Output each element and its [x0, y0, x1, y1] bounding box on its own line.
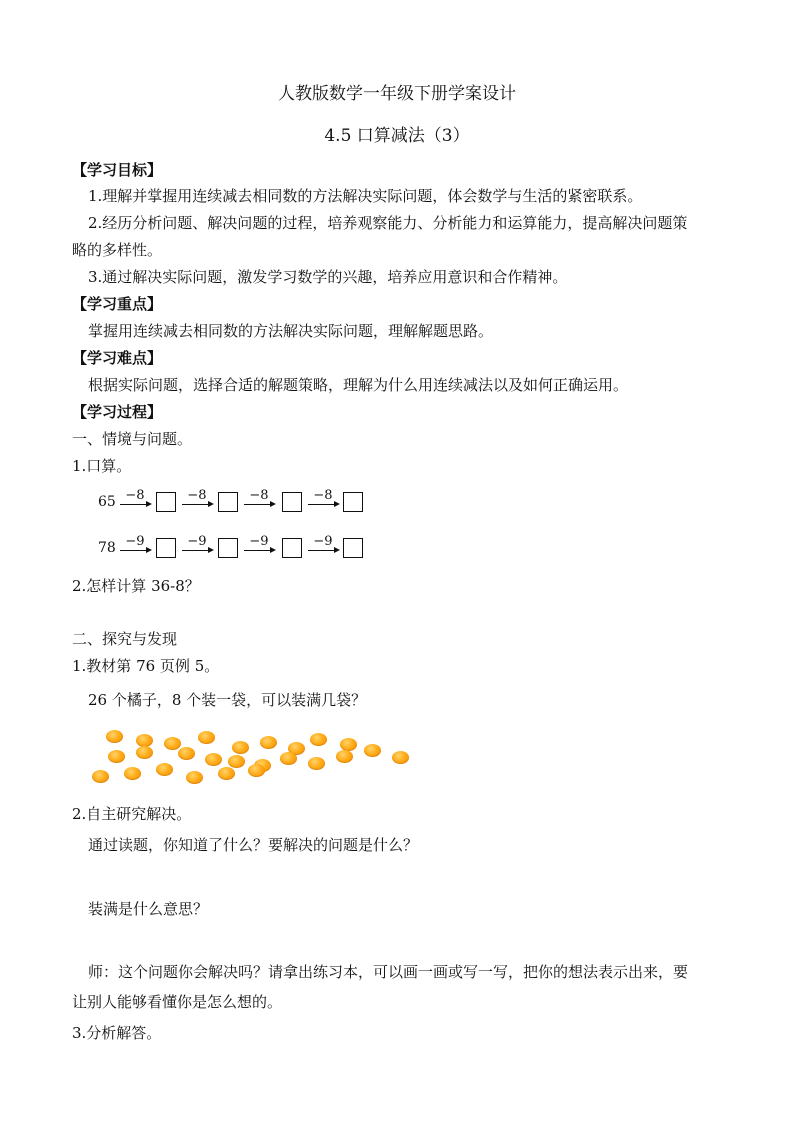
orange-icon	[186, 771, 203, 784]
lesson-subtitle: 4.5 口算减法（3）	[324, 126, 470, 146]
answer-box[interactable]	[343, 538, 363, 558]
answer-box[interactable]	[282, 492, 302, 512]
answer-box[interactable]	[156, 492, 176, 512]
orange-icon	[280, 752, 297, 765]
orange-icon	[218, 767, 235, 780]
orange-icon	[364, 744, 381, 757]
minus-arrow: −8	[120, 490, 152, 514]
minus-arrow: −9	[182, 536, 214, 560]
reading-prompt: 通过读题，你知道了什么？要解决的问题是什么？	[88, 836, 419, 854]
orange-icon	[92, 770, 109, 783]
teacher-prompt-line-2: 让别人能够看懂你是怎么想的。	[72, 993, 283, 1011]
answer-box[interactable]	[343, 492, 363, 512]
objective-1: 1.理解并掌握用连续减去相同数的方法解决实际问题，体会数学与生活的紧密联系。	[88, 187, 643, 205]
orange-icon	[392, 751, 409, 764]
answer-box[interactable]	[218, 492, 238, 512]
section-1-title: 一、情境与问题。	[72, 430, 193, 448]
orange-icon	[198, 731, 215, 744]
process-heading: 【学习过程】	[72, 403, 163, 421]
orange-icon	[156, 763, 173, 776]
self-study-label: 2.自主研究解决。	[72, 805, 192, 823]
orange-icon	[136, 746, 153, 759]
answer-box[interactable]	[218, 538, 238, 558]
key-points-text: 掌握用连续减去相同数的方法解决实际问题，理解解题思路。	[88, 322, 494, 340]
orange-icon	[308, 757, 325, 770]
objectives-heading: 【学习目标】	[72, 161, 163, 179]
page-title: 人教版数学一年级下册学案设计	[278, 84, 516, 104]
question-1-label: 1.口算。	[72, 457, 132, 475]
answer-box[interactable]	[156, 538, 176, 558]
chain-start-number: 78	[98, 540, 116, 556]
answer-box[interactable]	[282, 538, 302, 558]
key-points-heading: 【学习重点】	[72, 295, 163, 313]
orange-icon	[336, 750, 353, 763]
minus-arrow: −9	[244, 536, 276, 560]
orange-icon	[248, 764, 265, 777]
orange-icon	[232, 741, 249, 754]
chain-start-number: 65	[98, 494, 116, 510]
textbook-reference: 1.教材第 76 页例 5。	[72, 657, 220, 675]
orange-icon	[205, 753, 222, 766]
orange-icon	[260, 736, 277, 749]
objective-2: 2.经历分析问题、解决问题的过程，培养观察能力、分析能力和运算能力，提高解决问题策	[88, 214, 688, 232]
objective-2-continued: 略的多样性。	[72, 241, 163, 259]
orange-icon	[178, 747, 195, 760]
meaning-prompt: 装满是什么意思？	[88, 900, 209, 918]
objective-3: 3.通过解决实际问题，激发学习数学的兴趣，培养应用意识和合作精神。	[88, 268, 568, 286]
orange-problem: 26 个橘子，8 个装一袋，可以装满几袋？	[88, 691, 367, 709]
difficulties-heading: 【学习难点】	[72, 349, 163, 367]
orange-icon	[310, 733, 327, 746]
minus-arrow: −9	[308, 536, 340, 560]
minus-arrow: −8	[244, 490, 276, 514]
analysis-label: 3.分析解答。	[72, 1024, 162, 1042]
minus-arrow: −8	[308, 490, 340, 514]
orange-icon	[164, 737, 181, 750]
question-2: 2.怎样计算 36-8？	[72, 577, 200, 595]
difficulties-text: 根据实际问题，选择合适的解题策略，理解为什么用连续减法以及如何正确运用。	[88, 376, 629, 394]
orange-icon	[108, 750, 125, 763]
minus-arrow: −8	[182, 490, 214, 514]
section-2-title: 二、探究与发现	[72, 630, 178, 648]
minus-arrow: −9	[120, 536, 152, 560]
orange-icon	[106, 730, 123, 743]
orange-icon	[228, 755, 245, 768]
orange-icon	[124, 767, 141, 780]
teacher-prompt-line-1: 师：这个问题你会解决吗？请拿出练习本，可以画一画或写一写，把你的想法表示出来，要	[88, 963, 689, 981]
oranges-illustration	[88, 724, 408, 790]
